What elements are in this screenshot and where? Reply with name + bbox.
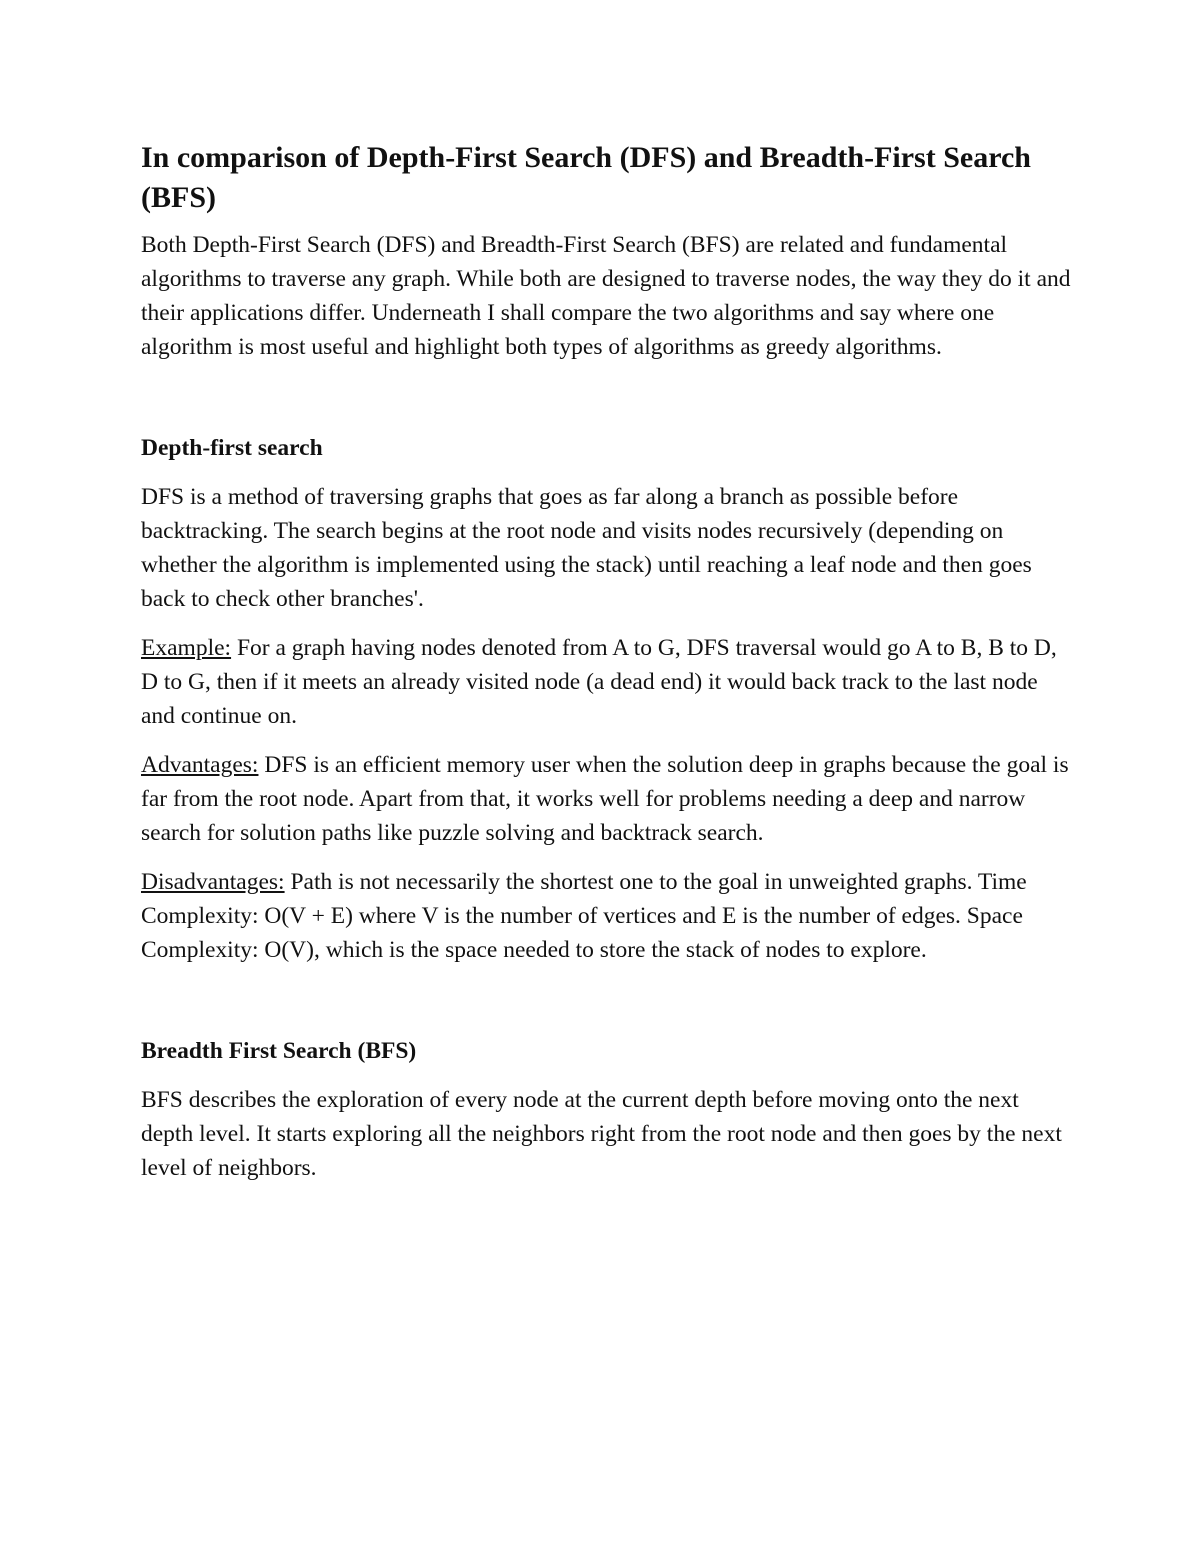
bfs-heading: Breadth First Search (BFS) xyxy=(141,1038,417,1064)
example-text: For a graph having nodes denoted from A to G, DFS traversal would go A to B, B to D, D to G, then if it meets an already visited node (a dead end) it would back track to the last node and continue on. xyxy=(141,635,1057,729)
section-spacer xyxy=(141,379,1071,431)
dfs-description: DFS is a method of traversing graphs that goes as far along a branch as possible before backtracking. The search begins at the root node and visits nodes recursively (depending on whether the algorithm is implemented using the stack) until reaching a leaf node and then goes back to check other branches'. xyxy=(141,484,1032,612)
document-page xyxy=(141,138,1071,1200)
document-title: In comparison of Depth-First Search (DFS) and Breadth-First Search (BFS) xyxy=(141,141,1031,214)
bfs-description: BFS describes the exploration of every node at the current depth before moving onto the next depth level. It starts exploring all the neighbors right from the root node and then goes by the next level of neighbors. xyxy=(141,1087,1062,1181)
advantages-label: Advantages: xyxy=(141,752,259,778)
section-spacer xyxy=(141,982,1071,1034)
intro-paragraph: Both Depth-First Search (DFS) and Breadth-First Search (BFS) are related and fundamental algorithms to traverse any graph. While both are designed to traverse nodes, the way they do it and their applications differ. Underneath I shall compare the two algorithms and say where one algorithm is most useful and highlight both types of algorithms as greedy algorithms. xyxy=(141,232,1071,360)
example-label: Example: xyxy=(141,635,232,661)
advantages-text: DFS is an efficient memory user when the solution deep in graphs because the goal is far from the root node. Apart from that, it works well for problems needing a deep and narrow search for solution paths like puzzle solving and backtrack search. xyxy=(141,752,1069,846)
dfs-disadvantages-paragraph xyxy=(141,865,1071,967)
dfs-example-paragraph xyxy=(141,631,1071,733)
disadvantages-label: Disadvantages: xyxy=(141,869,285,895)
dfs-advantages-paragraph xyxy=(141,748,1071,850)
dfs-heading: Depth-first search xyxy=(141,435,323,461)
disadvantages-text: Path is not necessarily the shortest one to the goal in unweighted graphs. Time Complexity: O(V + E) where V is the number of vertices and E is the number of edges. Space Complexity: O(V), which is the space needed to store the stack of nodes to explore. xyxy=(141,869,1027,963)
